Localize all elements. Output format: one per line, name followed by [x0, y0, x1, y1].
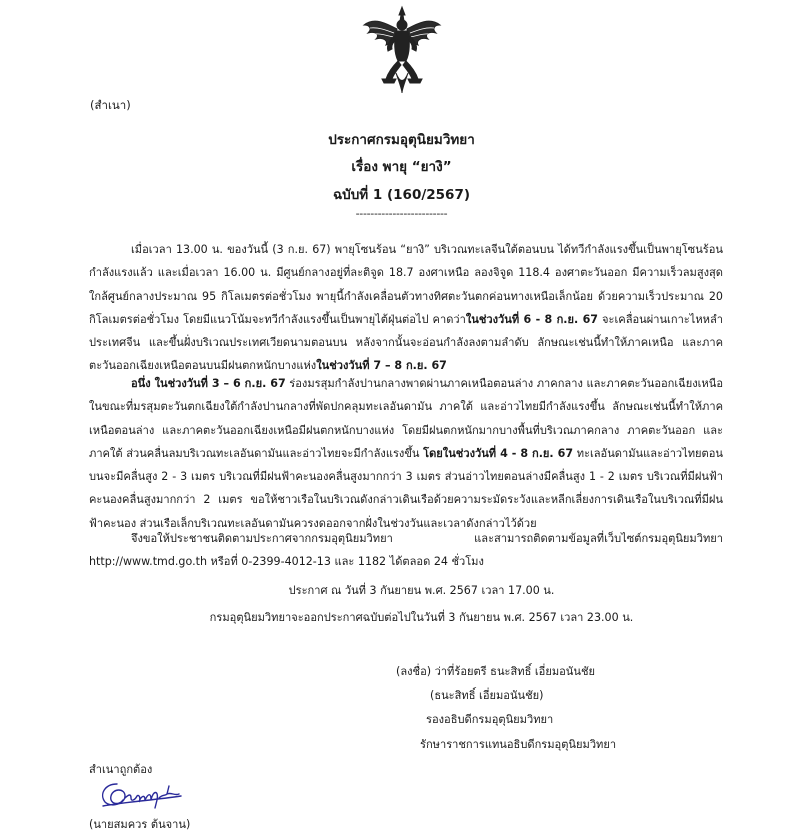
p2-text-1: ร่องมรสุมกำลังปานกลางพาดผ่านภาคเหนือตอนล่าง ภาคกลาง และภาคตะวันออกเฉียงเหนือ ในขณะที่มรสุมตะวันตกเฉียงใต้กำลังปานกลางที่พัดปกคลุมทะเลอันดามัน ภาคใต้ และอ่าวไทยมีกำลังแรงขึ้น ลักษณะเช่นนี้ทำให้ภาคเหนือตอนล่าง และภาคตะวันออกเฉียงเหนือมีฝนตกหนักบางแห่ง โดยมีฝนตกหนักมากบางพื้นที่บริเวณภาคกลาง ภาคตะวันออก และภาคใต้ ส่วนคลื่นลมบริเวณทะเลอันดามันและอ่าวไทยจะมีกำลังแรงขึ้น	[89, 377, 723, 460]
p2-emphasis-intro: อนึ่ง ในช่วงวันที่ 3 – 6 ก.ย. 67	[131, 377, 286, 390]
p1-emphasis-dates-1: ในช่วงวันที่ 6 - 8 ก.ย. 67	[465, 312, 599, 326]
announcement-title: ประกาศกรมอุตุนิยมวิทยา	[328, 132, 475, 148]
paragraph-storm-status	[89, 238, 723, 378]
signatory-acting-position: รักษาราชการแทนอธิบดีกรมอุตุนิยมวิทยา	[420, 738, 617, 751]
signatory-name: (ธนะสิทธิ์ เอี่ยมอนันชัย)	[430, 689, 544, 702]
paragraph-monsoon	[89, 372, 723, 535]
certified-copy-label: สำเนาถูกต้อง	[89, 763, 153, 776]
p1-text-2: จะเคลื่อนผ่านเกาะไหหลำ ประเทศจีน และขึ้นฝั่งบริเวณประเทศเวียดนามตอนบน หลังจากนั้นจะอ่อนกำลังลงตามลำดับ ลักษณะเช่นนี้ทำให้ภาคเหนือ และภาคตะวันออกเฉียงเหนือตอนบนมีฝนตกหนักบางแห่ง	[89, 312, 723, 373]
handwritten-signature-icon	[95, 776, 187, 812]
title-divider: -------------------------	[355, 207, 448, 220]
garuda-emblem-icon	[356, 3, 448, 95]
p2-emphasis-dates: โดยในช่วงวันที่ 4 - 8 ก.ย. 67	[423, 446, 574, 460]
signatory-position: รองอธิบดีกรมอุตุนิยมวิทยา	[426, 713, 554, 726]
p1-emphasis-dates-2: ในช่วงวันที่ 7 – 8 ก.ย. 67	[316, 359, 447, 373]
p2-text-2: ทะเลอันดามันและอ่าวไทยตอนบนจะมีคลื่นสูง 2 - 3 เมตร บริเวณที่มีฝนฟ้าคะนองคลื่นสูงมากกว่า 3 เมตร ส่วนอ่าวไทยตอนล่างมีคลื่นสูง 1 - 2 เมตร บริเวณที่มีฝนฟ้าคะนองคลื่นสูงมากกว่า 2 เมตร ขอให้ชาวเรือในบริเวณดังกล่าวเดินเรือด้วยความระมัดระวังและหลีกเลี่ยงการเดินเรือในบริเวณที่มีฝนฟ้าคะนอง ส่วนเรือเล็กบริเวณทะเลอันดามันควรงดออกจากฝั่งในช่วงวันและเวลาดังกล่าวไว้ด้วย	[89, 446, 724, 530]
subject-line: เรื่อง พายุ “ยางิ”	[351, 159, 452, 175]
next-announcement: กรมอุตุนิยมวิทยาจะออกประกาศฉบับต่อไปในวันที่ 3 กันยายน พ.ศ. 2567 เวลา 23.00 น.	[209, 611, 634, 624]
paragraph-contact: จึงขอให้ประชาชนติดตามประกาศจากกรมอุตุนิยมวิทยา และสามารถติดตามข้อมูลที่เว็บไซต์กรมอุตุนิยมวิทยา http://www.tmd.go.th หรือที่ 0-2399-4012-13 และ 1182 ได้ตลอด 24 ชั่วโมง	[89, 532, 723, 569]
signed-by-line: (ลงชื่อ) ว่าที่ร้อยตรี ธนะสิทธิ์ เอี่ยมอนันชัย	[396, 665, 595, 678]
copy-label: (สำเนา)	[90, 98, 131, 112]
p1-text-1: เมื่อเวลา 13.00 น. ของวันนี้ (3 ก.ย. 67) พายุโซนร้อน “ยางิ” บริเวณทะเลจีนใต้ตอนบน ได้ทวีกำลังแรงขึ้นเป็นพายุโซนร้อนกำลังแรงแล้ว และเมื่อเวลา 16.00 น. มีศูนย์กลางอยู่ที่ละติจูด 18.7 องศาเหนือ ลองจิจูด 118.4 องศาตะวันออก มีความเร็วลมสูงสุดใกล้ศูนย์กลางประมาณ 95 กิโลเมตรต่อชั่วโมง พายุนี้กำลังเคลื่อนตัวทางทิศตะวันตกค่อนทางเหนือเล็กน้อย ด้วยความเร็วประมาณ 20 กิโลเมตรต่อชั่วโมง โดยมีแนวโน้มจะทวีกำลังแรงขึ้นเป็นพายุไต้ฝุ่นต่อไป คาดว่า	[89, 243, 723, 326]
issued-datetime: ประกาศ ณ วันที่ 3 กันยายน พ.ศ. 2567 เวลา 17.00 น.	[288, 584, 555, 597]
copier-name: (นายสมควร ต้นจาน)	[89, 818, 191, 831]
issue-number: ฉบับที่ 1 (160/2567)	[332, 187, 471, 203]
